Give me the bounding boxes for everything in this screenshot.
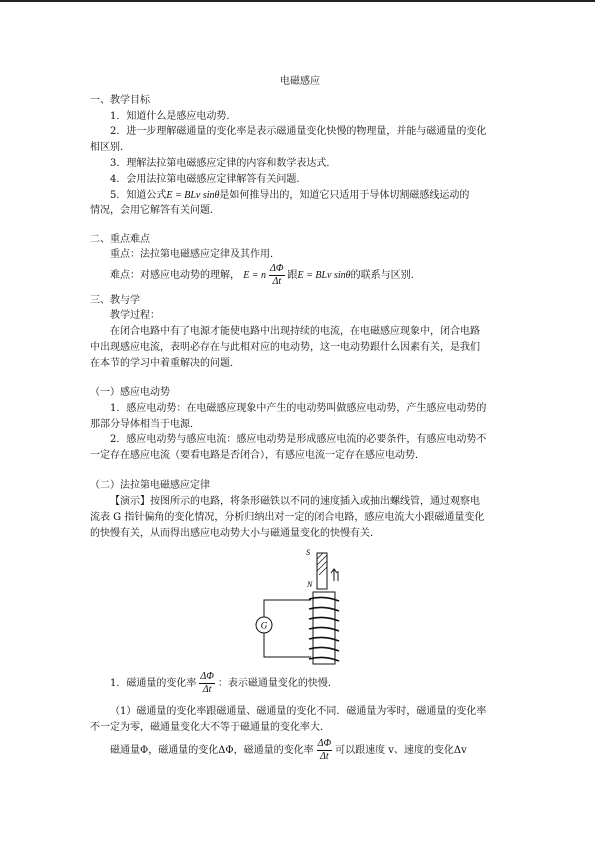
- part-heading-faraday-law: （二）法拉第电磁感应定律: [90, 480, 210, 491]
- intro-paragraph-line-1: 在闭合电路中有了电源才能使电路中出现持续的电流，在电磁感应现象中，闭合电路: [110, 326, 480, 337]
- note-1-line-2: 不一定为零，磁通量变化大不等于磁通量的变化率大．: [90, 722, 330, 733]
- key-point: 重点：法拉第电磁感应定律及其作用．: [110, 249, 280, 260]
- intro-paragraph-line-2: 中出现感应电流，表明必存在与此相对应的电动势，这一电动势跟什么因素有关，是我们: [90, 342, 480, 353]
- page-top-border: [0, 0, 595, 2]
- fraction-numerator: ΔΦ: [317, 738, 332, 749]
- magnet-label-s: S: [306, 548, 310, 557]
- motion-arrow-icon: [331, 569, 338, 581]
- goal-5-suffix: 是如何推导出的，知道它只适用于导体切割磁感线运动的: [219, 190, 470, 201]
- demo-line-3: 的快慢有关，从而得出感应电动势大小与磁通量变化的快慢有关．: [90, 528, 380, 539]
- flux-rate-fraction-2: [199, 671, 214, 696]
- section-heading-key-points: 二、重点难点: [90, 234, 150, 245]
- flux-comparison-line: [90, 738, 530, 764]
- goal-1: 1．知道什么是感应电动势．: [110, 111, 237, 122]
- bar-magnet: [317, 553, 327, 589]
- flux-rate-fraction: [269, 263, 284, 288]
- flux-rate-fraction-3: [317, 738, 332, 763]
- formula-e-blv-sin: E = BLv sinθ: [166, 190, 220, 201]
- goal-5-line-2: 情况，会用它解答有关问题．: [90, 205, 220, 216]
- difficult-prefix: 难点：对感应电动势的理解，: [110, 270, 240, 281]
- intro-paragraph-line-3: 在本节的学习中着重解决的问题．: [90, 358, 240, 369]
- emf-item-2-line-2: 一定存在感应电流（要看电路是否闭合），有感应电流一定存在感应电动势．: [90, 450, 425, 461]
- goal-2-line-2: 相区别．: [90, 142, 130, 153]
- fraction-denominator: Δt: [272, 276, 282, 287]
- page-title: 电磁感应: [280, 76, 320, 87]
- fraction-numerator: ΔΦ: [200, 671, 214, 682]
- magnet-label-n: N: [307, 580, 313, 589]
- goal-5-prefix: 5．知道公式: [110, 190, 167, 201]
- fraction-numerator: ΔΦ: [270, 263, 284, 274]
- comparison-prefix: 磁通量Φ，磁通量的变化ΔΦ，磁通量的变化率: [110, 745, 314, 756]
- emf-item-1-line-1: 1．感应电动势：在电磁感应现象中产生的电动势叫做感应电动势，产生感应电动势的: [110, 403, 487, 414]
- difficult-mid: 跟: [287, 270, 298, 281]
- formula-e-n: E = n: [243, 270, 267, 281]
- formula-e-blv-sin-2: E = BLv sinθ: [297, 270, 351, 281]
- emf-item-1-line-2: 那部分导体相当于电源．: [90, 419, 200, 430]
- fraction-denominator: Δt: [202, 684, 212, 695]
- part-heading-induced-emf: （一）感应电动势: [90, 387, 170, 398]
- note-1-line-1: （1）磁通量的变化率跟磁通量、磁通量的变化不同．磁通量为零时，磁通量的变化率: [110, 706, 487, 717]
- section-heading-teaching: 三、教与学: [90, 295, 140, 306]
- demo-line-2: 流表 G 指针偏角的变化情况，分析归纳出对一定的闭合电路，感应电流大小跟磁通量变化: [90, 512, 485, 523]
- induction-experiment-figure: [240, 545, 360, 670]
- fraction-denominator: Δt: [320, 751, 329, 762]
- comparison-suffix: 可以跟速度 v、速度的变化Δv: [335, 745, 467, 756]
- flux-rate-prefix: 1．磁通量的变化率: [110, 678, 197, 689]
- difficult-suffix: 的联系与区别．: [350, 270, 421, 281]
- goal-3: 3．理解法拉第电磁感应定律的内容和数学表达式．: [110, 158, 337, 169]
- difficult-point: [90, 263, 530, 288]
- galvanometer-label: G: [260, 620, 268, 631]
- demo-line-1: 【演示】按图所示的电路，将条形磁铁以不同的速度插入或抽出螺线管，通过观察电: [110, 496, 480, 507]
- section-heading-goals: 一、教学目标: [90, 95, 150, 106]
- goal-2-line-1: 2．进一步理解磁通量的变化率是表示磁通量变化快慢的物理量，并能与磁通量的变化: [110, 126, 487, 137]
- teaching-process-label: 教学过程：: [110, 310, 160, 321]
- emf-item-2-line-1: 2．感应电动势与感应电流：感应电动势是形成感应电流的必要条件，有感应电动势不: [110, 434, 487, 445]
- flux-rate-definition: [90, 671, 530, 697]
- flux-rate-suffix: ：表示磁通量变化的快慢．: [217, 678, 338, 689]
- goal-4: 4．会用法拉第电磁感应定律解答有关问题．: [110, 174, 307, 185]
